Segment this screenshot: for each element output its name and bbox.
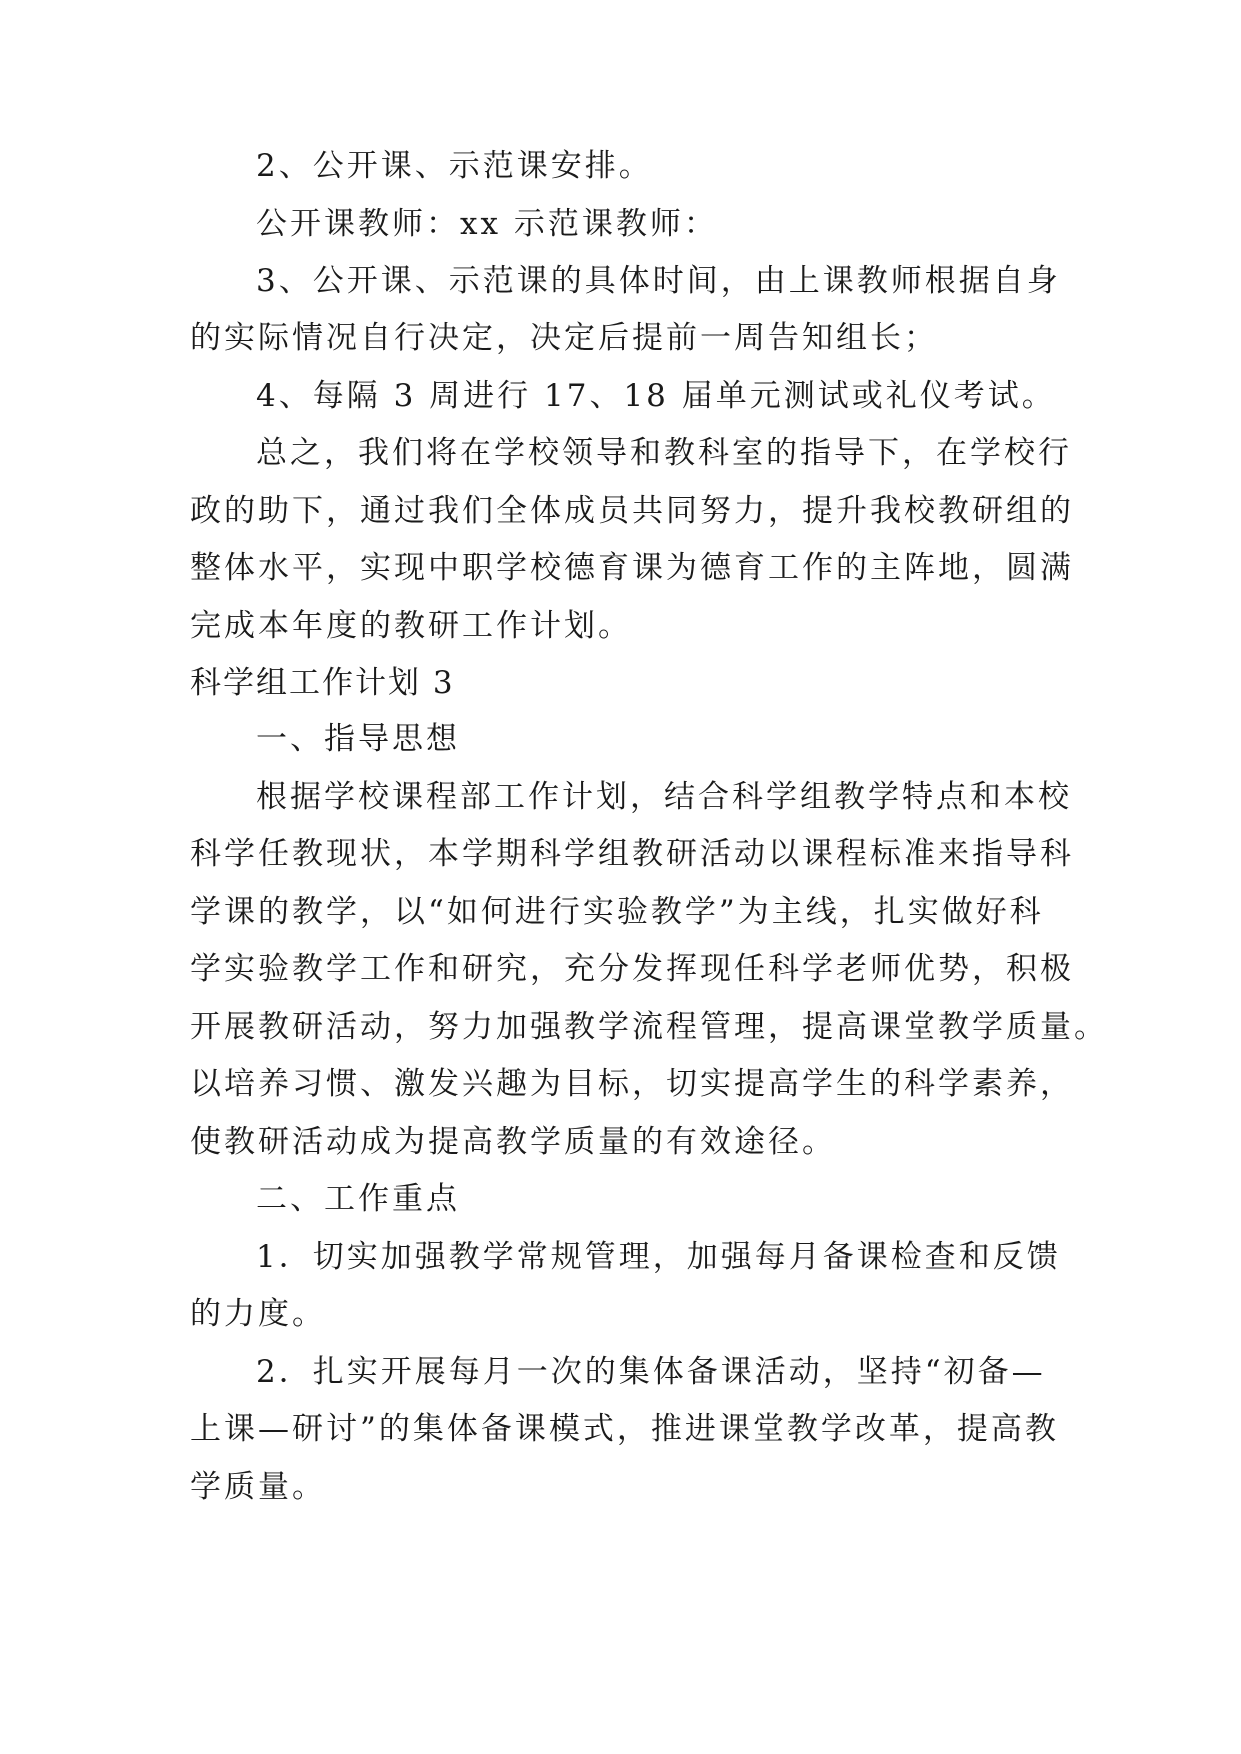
paragraph-line: 3、公开课、示范课的具体时间，由上课教师根据自身 bbox=[256, 263, 1061, 299]
section-heading: 一、指导思想 bbox=[256, 721, 460, 757]
paragraph-line: 2．扎实开展每月一次的集体备课活动，坚持“初备— bbox=[256, 1354, 1046, 1390]
paragraph-line: 政的助下，通过我们全体成员共同努力，提升我校教研组的 bbox=[190, 493, 1074, 529]
paragraph-line: 开展教研活动，努力加强教学流程管理，提高课堂教学质量。 bbox=[190, 1009, 1108, 1045]
paragraph-line: 1．切实加强教学常规管理，加强每月备课检查和反馈 bbox=[256, 1239, 1061, 1275]
paragraph-line: 2、公开课、示范课安排。 bbox=[256, 148, 653, 184]
paragraph-line: 上课—研讨”的集体备课模式，推进课堂教学改革，提高教 bbox=[190, 1411, 1059, 1447]
paragraph-line: 完成本年度的教研工作计划。 bbox=[190, 608, 632, 644]
paragraph-line: 根据学校课程部工作计划，结合科学组教学特点和本校 bbox=[256, 779, 1072, 815]
paragraph-line: 的力度。 bbox=[190, 1296, 326, 1332]
section-heading: 二、工作重点 bbox=[256, 1181, 460, 1217]
section-title: 科学组工作计划 3 bbox=[190, 665, 455, 701]
paragraph-line: 学实验教学工作和研究，充分发挥现任科学老师优势，积极 bbox=[190, 951, 1074, 987]
paragraph-line: 科学任教现状，本学期科学组教研活动以课程标准来指导科 bbox=[190, 836, 1074, 872]
paragraph-line: 学质量。 bbox=[190, 1469, 326, 1505]
paragraph-line: 公开课教师：xx 示范课教师： bbox=[256, 206, 718, 242]
paragraph-line: 整体水平，实现中职学校德育课为德育工作的主阵地，圆满 bbox=[190, 550, 1074, 586]
paragraph-line: 以培养习惯、激发兴趣为目标，切实提高学生的科学素养， bbox=[190, 1066, 1074, 1102]
paragraph-line: 总之，我们将在学校领导和教科室的指导下，在学校行 bbox=[256, 435, 1072, 471]
paragraph-line: 使教研活动成为提高教学质量的有效途径。 bbox=[190, 1124, 836, 1160]
paragraph-line: 学课的教学，以“如何进行实验教学”为主线，扎实做好科 bbox=[190, 894, 1044, 930]
paragraph-line: 4、每隔 3 周进行 17、18 届单元测试或礼仪考试。 bbox=[256, 378, 1056, 414]
paragraph-line: 的实际情况自行决定，决定后提前一周告知组长； bbox=[190, 320, 938, 356]
